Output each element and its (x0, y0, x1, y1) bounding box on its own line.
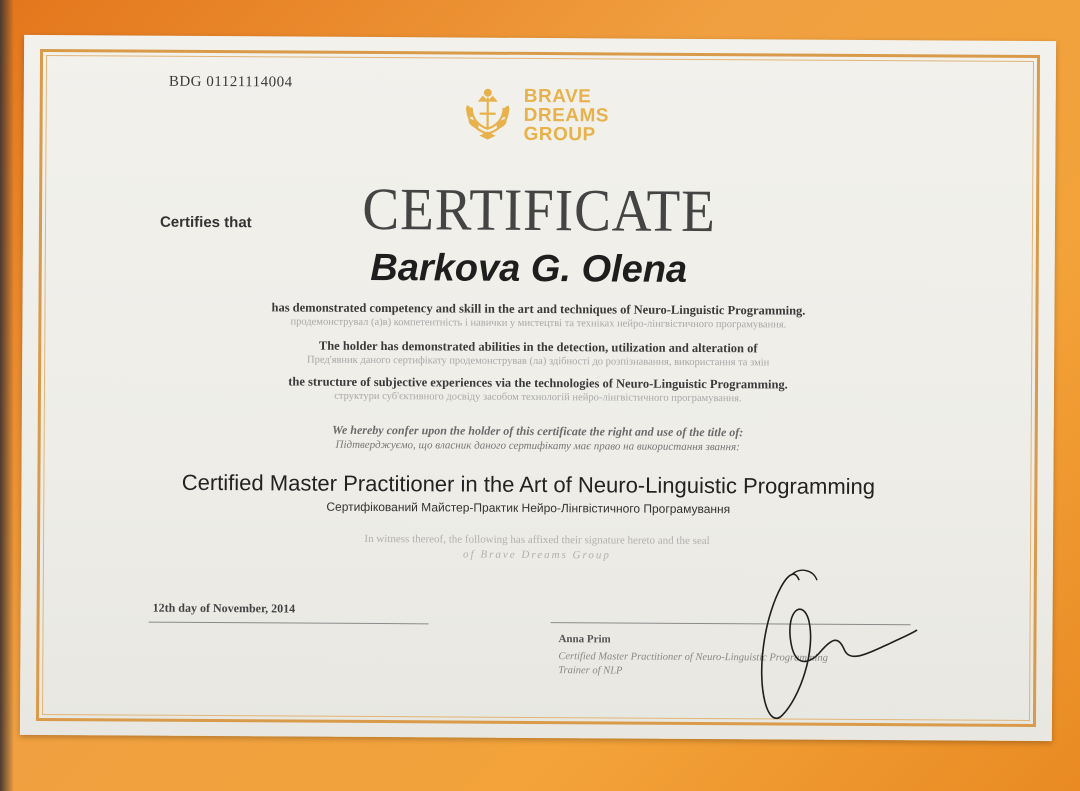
certificate-title: CERTIFICATE (362, 175, 716, 245)
degree-title-ua: Сертифікований Майстер-Практик Нейро-Лінгвістичного Програмування (326, 499, 731, 517)
issue-date: 12th day of November, 2014 (152, 600, 296, 616)
degree-title: Certified Master Practitioner in the Art of Neuro-Linguistic Programming (181, 469, 876, 500)
background-edge (0, 0, 14, 791)
signer-name: Anna Prim (558, 633, 611, 646)
body-line-2-en: The holder has demonstrated abilities in the detection, utilization and alteration of (318, 338, 758, 356)
body-line-1-en: has demonstrated competency and skill in the art and techniques of Neuro-Linguistic Programming. (271, 300, 806, 318)
witness-line-2: of Brave Dreams Group (463, 548, 611, 562)
holder-name: Barkova G. Olena (370, 246, 688, 291)
body-line-1-ua: продемонструвал (а)в) компетентність і навички у мистецтві та техніках нейро-лінгвістичного програмування. (290, 316, 787, 331)
logo-line-3: GROUP (523, 123, 596, 146)
body-line-3-ua: структури суб'єктивного досвіду засобом технологій нейро-лінгвістичного програмування. (334, 390, 742, 405)
handwritten-signature (720, 539, 951, 740)
brand-logo (459, 84, 609, 148)
logo-line-1: BRAVE (523, 85, 592, 108)
logo-line-2: DREAMS (523, 104, 610, 127)
confer-line-ua: Підтверджуємо, що власник даного сертифікату має право на використання звання: (335, 438, 740, 454)
certificate-paper (20, 35, 1056, 741)
crest-icon (459, 84, 515, 147)
witness-line-1: In witness thereof, the following has affixed their signature hereto and the seal (364, 532, 710, 548)
body-line-3-en: the structure of subjective experiences via the technologies of Neuro-Linguistic Programming. (288, 374, 788, 392)
signer-title: Certified Master Practitioner of Neuro-Linguistic Programming (558, 651, 828, 664)
body-line-2-ua: Пред'явник даного сертифікату продемонстрував (ла) здібності до розпізнавання, використання та змін (307, 354, 770, 369)
serial-number: BDG 01121114004 (168, 73, 293, 91)
signer-role: Trainer of NLP (558, 665, 623, 677)
logo-wordmark (523, 87, 609, 145)
confer-line-en: We hereby confer upon the holder of this certificate the right and use of the title of: (332, 422, 744, 440)
certifies-label: Certifies that (159, 213, 252, 232)
